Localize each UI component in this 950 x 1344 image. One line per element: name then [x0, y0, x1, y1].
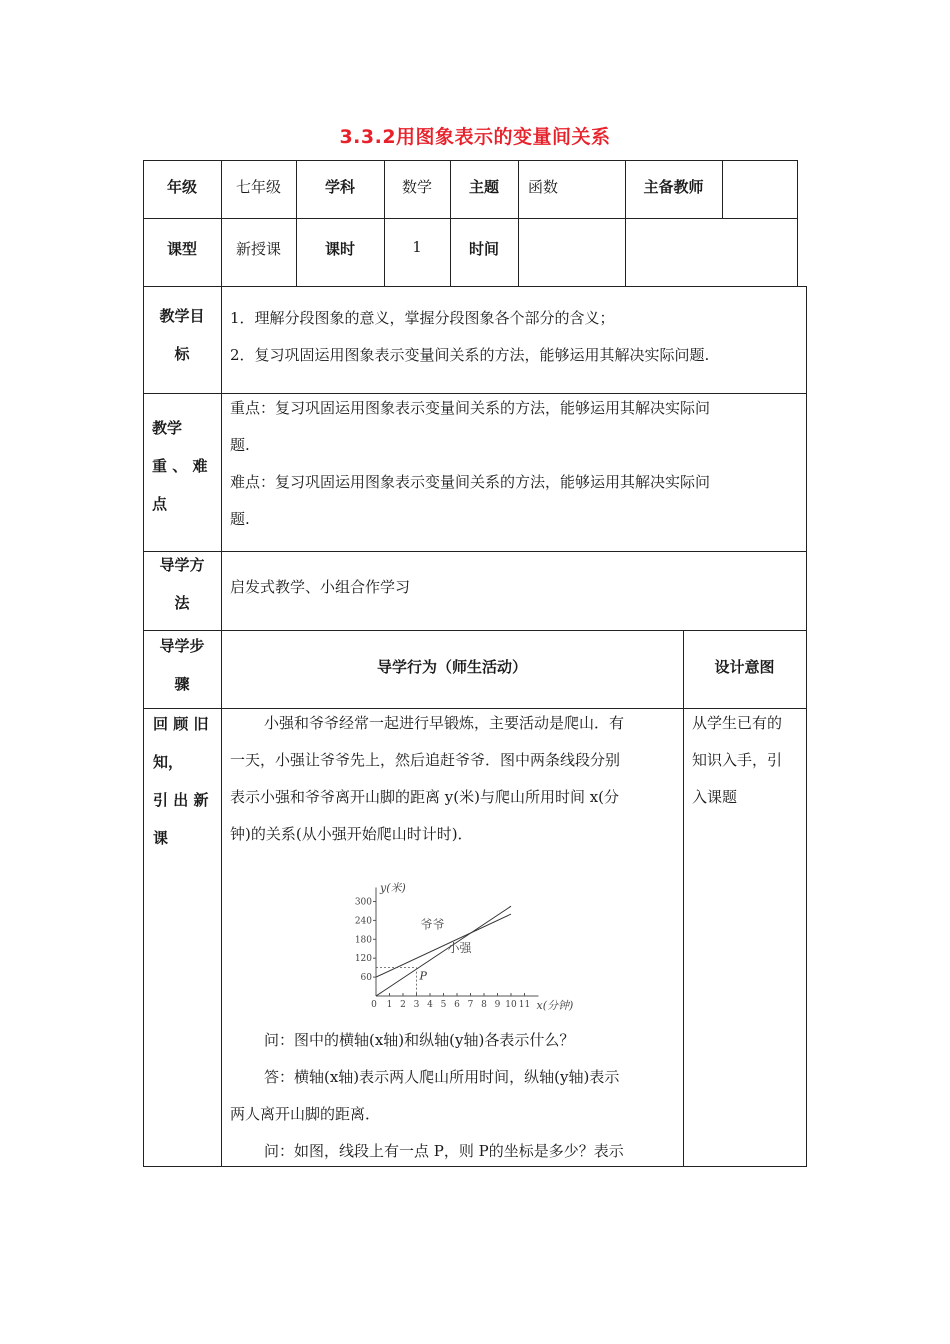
method-value: 启发式教学、小组合作学习	[230, 578, 411, 596]
review-label-line: 知，	[153, 753, 184, 771]
review-intent	[692, 705, 802, 816]
method-label	[143, 546, 221, 622]
series-label: 小强	[447, 940, 472, 955]
distance-time-chart	[340, 864, 600, 1014]
y-tick-label: 300	[354, 897, 372, 908]
goals-label	[143, 297, 221, 373]
review-label-line: 课	[153, 829, 169, 847]
subject-value: 数学	[401, 178, 432, 196]
key-points-label-line: 教学	[152, 419, 183, 437]
x-tick-label: 4	[427, 1000, 433, 1010]
intent-header: 设计意图	[714, 658, 775, 676]
x-tick-label: 8	[481, 1000, 487, 1010]
grade-label: 年级	[166, 178, 197, 196]
paragraph-line: 一天，小强让爷爷先上，然后追赶爷爷．图中两条线段分别	[230, 751, 621, 769]
steps-label	[143, 627, 221, 703]
review-paragraph	[230, 705, 678, 853]
goals-label-line: 教学目	[159, 307, 205, 325]
x-tick-label: 0	[371, 1000, 377, 1010]
rule	[806, 286, 807, 1167]
method-label-line: 法	[174, 594, 190, 612]
key-point-line: 题.	[230, 436, 250, 454]
paragraph-line: 钟)的关系(从小强开始爬山时计时)．	[230, 825, 473, 843]
key-points-label-line: 重 、 难	[152, 457, 208, 475]
steps-label-line: 导学步	[159, 637, 205, 655]
rule	[143, 551, 807, 552]
x-tick-label: 7	[467, 1000, 474, 1010]
intent-line: 入课题	[692, 788, 738, 806]
x-tick-label: 9	[494, 1000, 501, 1010]
x-axis-label: x(分钟)	[536, 999, 574, 1012]
y-tick-label: 240	[354, 916, 372, 927]
rule	[683, 630, 684, 1167]
y-tick-label: 60	[360, 973, 372, 984]
topic-label: 主题	[468, 178, 499, 196]
intent-line: 从学生已有的	[692, 714, 783, 732]
period-value: 1	[412, 238, 422, 256]
subject-label: 学科	[324, 178, 355, 196]
x-tick-label: 2	[400, 1000, 406, 1010]
rule	[143, 218, 798, 219]
period-label: 课时	[324, 240, 355, 258]
rule	[143, 286, 807, 287]
topic-value: 函数	[528, 178, 559, 196]
goal-item: 2．复习巩固运用图象表示变量间关系的方法，能够运用其解决实际问题.	[230, 346, 710, 364]
y-tick-label: 180	[354, 935, 372, 946]
rule	[722, 160, 723, 219]
type-value: 新授课	[235, 240, 281, 258]
key-points-text	[230, 390, 800, 538]
activity-header: 导学行为（师生活动）	[376, 658, 527, 676]
goal-item: 1．理解分段图象的意义，掌握分段图象各个部分的含义；	[230, 309, 615, 327]
x-tick-label: 5	[440, 1000, 447, 1010]
series-label: 爷爷	[420, 917, 445, 932]
x-tick-label: 11	[518, 1000, 531, 1010]
key-point-line: 重点：复习巩固运用图象表示变量间关系的方法，能够运用其解决实际问	[230, 399, 711, 417]
x-tick-label: 6	[454, 1000, 460, 1010]
question-line: 问：图中的横轴(x轴)和纵轴(y轴)各表示什么？	[264, 1031, 575, 1049]
key-points-label-line: 点	[152, 495, 168, 513]
type-label: 课型	[166, 240, 197, 258]
x-tick-label: 1	[386, 1000, 393, 1010]
grade-value: 七年级	[235, 178, 281, 196]
key-point-line: 题.	[230, 510, 250, 528]
goals-label-line: 标	[174, 345, 190, 363]
key-points-label	[152, 409, 218, 523]
steps-label-line: 骤	[174, 675, 190, 693]
review-label-line: 引 出 新	[153, 791, 209, 809]
page-title: 3.3.2用图象表示的变量间关系	[339, 126, 611, 148]
goals-text	[230, 300, 800, 374]
answer-line: 两人离开山脚的距离．	[230, 1105, 381, 1123]
rule	[518, 160, 519, 287]
review-label	[153, 705, 219, 857]
teacher-label: 主备教师	[643, 178, 704, 196]
y-axis-label: y(米)	[380, 881, 406, 895]
review-qa	[230, 1022, 678, 1170]
rule	[797, 160, 798, 287]
answer-line: 答：横轴(x轴)表示两人爬山所用时间，纵轴(y轴)表示	[264, 1068, 620, 1086]
y-tick-label: 120	[354, 954, 372, 965]
method-label-line: 导学方	[159, 556, 205, 574]
point-label: P	[419, 969, 427, 983]
time-label: 时间	[468, 240, 499, 258]
intent-line: 知识入手，引	[692, 751, 783, 769]
paragraph-line: 小强和爷爷经常一起进行早锻炼，主要活动是爬山．有	[264, 714, 625, 732]
x-tick-label: 3	[413, 1000, 420, 1010]
paragraph-line: 表示小强和爷爷离开山脚的距离 y(米)与爬山所用时间 x(分	[230, 788, 620, 806]
rule	[143, 630, 807, 631]
question-line: 问：如图，线段上有一点 P，则 P的坐标是多少？表示	[264, 1142, 624, 1160]
x-tick-label: 10	[505, 1000, 517, 1010]
review-label-line: 回 顾 旧	[153, 715, 209, 733]
rule	[143, 160, 798, 161]
key-point-line: 难点：复习巩固运用图象表示变量间关系的方法，能够运用其解决实际问	[230, 473, 711, 491]
